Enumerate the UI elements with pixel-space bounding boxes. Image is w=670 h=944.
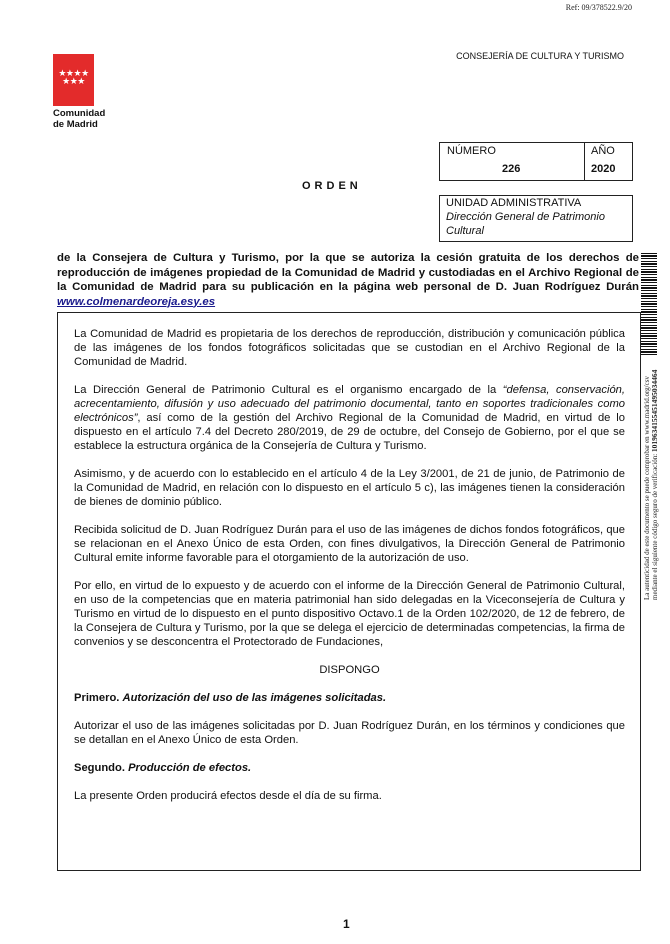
page-number: 1 (343, 917, 350, 931)
p2-text-a: La Dirección General de Patrimonio Cultural es el organismo encargado de la (74, 384, 503, 396)
barcode (641, 253, 657, 355)
numero-value: 226 (502, 163, 521, 175)
department-name: CONSEJERÍA DE CULTURA Y TURISMO (456, 51, 624, 61)
paragraph-4: Recibida solicitud de D. Juan Rodríguez Durán para el uso de las imágenes de dichos fondos fotográficos, que se relacionan en el Anexo Único de esta Orden, con fines divulgativos, la Dirección General de Patrimonio Cultural emite informe favorable para el otorgamiento de la autorización de uso. (74, 524, 625, 564)
primero-text: Autorizar el uso de las imágenes solicitadas por D. Juan Rodríguez Durán, en los términos y condiciones que se detallan en el Anexo Único de esta Orden. (74, 720, 625, 746)
dispongo-heading: DISPONGO (319, 664, 380, 676)
administrative-unit-box (439, 195, 633, 242)
logo-text (53, 108, 105, 130)
order-body (74, 327, 625, 817)
logo-line-1: Comunidad (53, 108, 106, 119)
paragraph-1: La Comunidad de Madrid es propietaria de los derechos de reproducción, distribución y comunicación pública de las imágenes de los fondos fotográficos solicitadas que se custodian en el Archivo Regional de la Comunidad de Madrid. (74, 328, 625, 368)
website-link[interactable]: www.colmenardeoreja.esy.es (57, 295, 216, 308)
verification-note (643, 370, 659, 600)
segundo-title: Producción de efectos. (128, 762, 252, 774)
stars-row-2: ★★★ (62, 76, 85, 86)
paragraph-5: Por ello, en virtud de lo expuesto y de acuerdo con el informe de la Dirección General de Patrimonio Cultural, en uso de la competencias que en materia patrimonial han sido delegadas en la Viceconsejería de Cultura y Turismo en virtud de lo dispuesto en el punto dispositivo Octavo.1 de la Orden 102/2020, de 12 de febrero, de la Consejera de Cultura y Turismo, por la que se delega el ejercicio de determinadas competencias, la firma de convenios y se desconcentra el Protectorado de Fundaciones, (74, 580, 625, 648)
subject-text: de la Consejera de Cultura y Turismo, por la que se autoriza la cesión gratuita de los derechos de reproducción de imágenes propiedad de la Comunidad de Madrid y custodiadas en el Archivo Regional de la Comunidad de Madrid para su publicación en la página web personal de D. Juan Rodríguez Durán (57, 252, 639, 293)
primero-heading (74, 691, 625, 705)
number-year-box (439, 142, 633, 181)
verification-line-2 (651, 370, 659, 600)
order-subject (57, 251, 639, 309)
verification-text: mediante el siguiente código seguro de verificación: (651, 452, 659, 600)
paragraph-2 (74, 383, 625, 453)
comunidad-madrid-logo (53, 54, 94, 106)
numero-label: NÚMERO (447, 145, 496, 157)
primero-label: Primero. (74, 692, 120, 704)
p2-text-b: , así como de la gestión del Archivo Regional de la Comunidad de Madrid, en virtud de lo dispuesto en el artículo 7.4 del Decreto 280/2019, de 29 de octubre, del Consejo de Gobierno, por el que se establece la estructura orgánica de la Consejería de Cultura y Turismo. (74, 412, 625, 452)
stars-icon (53, 69, 94, 85)
verification-line-1: La autenticidad de este documento se puede comprobar en www.madrid.org/csv (643, 376, 651, 600)
stars-row-1: ★★★★ (58, 68, 89, 78)
segundo-text: La presente Orden producirá efectos desde el día de su firma. (74, 790, 382, 802)
segundo-heading (74, 761, 625, 775)
box-divider (584, 143, 585, 180)
logo-line-2: de Madrid (53, 119, 98, 130)
reference-number: Ref: 09/378522.9/20 (565, 3, 632, 12)
verification-code: 1019634155451495034464 (650, 369, 659, 453)
document-type-title: ORDEN (302, 180, 362, 192)
unidad-label: UNIDAD ADMINISTRATIVA (446, 197, 582, 209)
order-body-box (57, 312, 641, 871)
paragraph-3: Asimismo, y de acuerdo con lo establecido en el artículo 4 de la Ley 3/2001, de 21 de junio, de Patrimonio de la Comunidad de Madrid, en relación con lo dispuesto en el artículo 5 c), las imágenes tienen la consideración de bienes de dominio público. (74, 468, 625, 508)
unidad-value: Dirección General de Patrimonio Cultural (446, 211, 605, 237)
p2-quote: “defensa, conservación, acrecentamiento, difusión y uso adecuado del patrimonio documental, tanto en soportes tradicionales como electrónicos” (74, 384, 626, 424)
segundo-label: Segundo. (74, 762, 125, 774)
anio-label: AÑO (591, 145, 615, 157)
primero-title: Autorización del uso de las imágenes solicitadas. (122, 692, 387, 704)
anio-value: 2020 (591, 163, 616, 175)
